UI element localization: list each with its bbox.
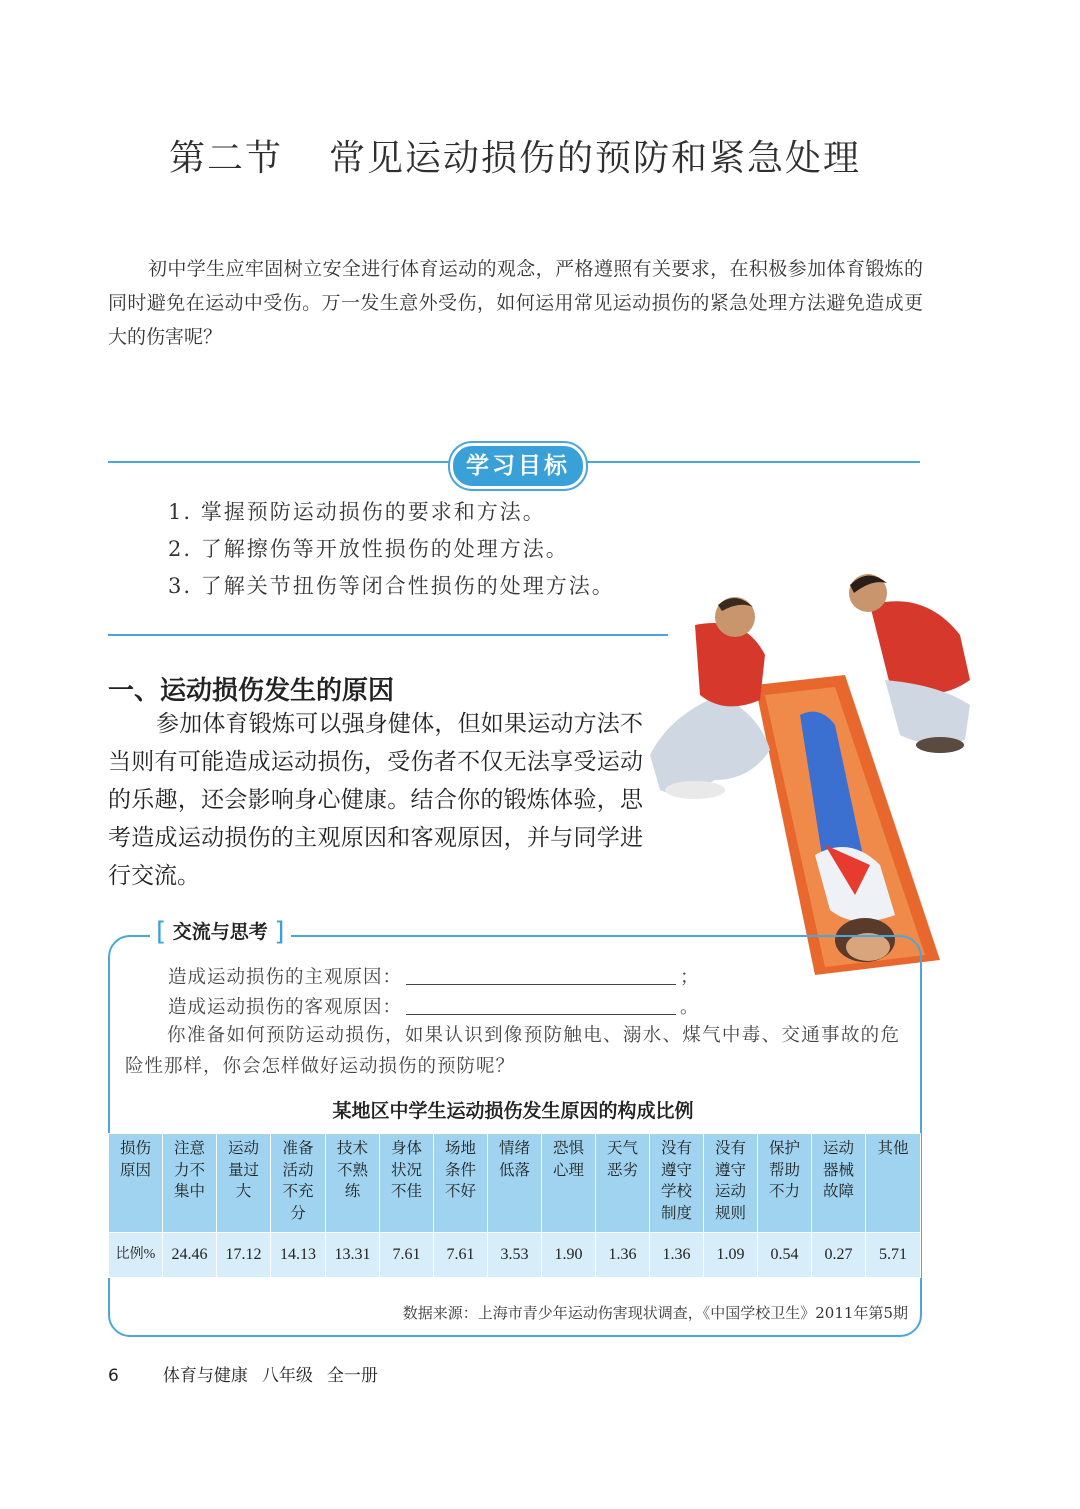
section-heading: 一、运动损伤发生的原因: [108, 676, 395, 706]
table-cell: 13.31: [326, 1233, 380, 1278]
book-title: 体育与健康: [162, 1366, 248, 1386]
table-column-header: 没有遵守运动规则: [704, 1134, 758, 1233]
rescuer-left-body: [650, 695, 770, 793]
table-cell: 1.36: [650, 1233, 704, 1278]
table-column-header: 天气恶劣: [596, 1134, 650, 1233]
subjective-cause-prompt: [168, 963, 700, 989]
table-cell: 5.71: [866, 1233, 921, 1278]
goal-item: 3. 了解关节扭伤等闭合性损伤的处理方法。: [168, 574, 615, 598]
table-cell: 3.53: [488, 1233, 542, 1278]
table-column-header: 没有遵守学校制度: [650, 1134, 704, 1233]
table-column-header: 运动量过大: [217, 1134, 271, 1233]
objective-cause-blank[interactable]: [406, 996, 676, 1015]
table-cell: 7.61: [434, 1233, 488, 1278]
table-cell: 0.54: [758, 1233, 812, 1278]
table-column-header: 注意力不集中: [163, 1134, 217, 1233]
table-column-header: 其他: [866, 1134, 921, 1233]
table-column-header: 技术不熟练: [326, 1134, 380, 1233]
table-cell: 24.46: [163, 1233, 217, 1278]
subjective-cause-blank[interactable]: [406, 966, 676, 985]
table-cell: 1.09: [704, 1233, 758, 1278]
goals-bottom-rule: [108, 634, 668, 636]
data-source-note: 数据来源：上海市青少年运动伤害现状调查，《中国学校卫生》2011年第5期: [402, 1304, 908, 1322]
injury-cause-table: [108, 1133, 921, 1278]
table-column-header: 情绪低落: [488, 1134, 542, 1233]
book-grade: 八年级: [261, 1366, 313, 1386]
objective-cause-label: 造成运动损伤的客观原因：: [168, 997, 403, 1018]
section-title: 常见运动损伤的预防和紧急处理: [329, 138, 862, 179]
table-cell: 1.36: [596, 1233, 650, 1278]
table-column-header: 身体状况不佳: [380, 1134, 434, 1233]
table-column-header: 保护帮助不力: [758, 1134, 812, 1233]
learning-goals-badge: 学习目标: [450, 443, 586, 489]
table-cell: 17.12: [217, 1233, 271, 1278]
goal-item: 1. 掌握预防运动损伤的要求和方法。: [168, 500, 546, 524]
learning-goals-list: [168, 494, 615, 605]
objective-cause-prompt: [168, 993, 700, 1019]
rescuer-right-body: [885, 680, 970, 744]
prevention-question: 你准备如何预防运动损伤，如果认识到像预防触电、溺水、煤气中毒、交通事故的危险性那样，你会怎样做好运动损伤的预防呢？: [125, 1025, 900, 1077]
page-title: [0, 130, 1030, 181]
table-cell: 7.61: [380, 1233, 434, 1278]
section-body: 参加体育锻炼可以强身健体，但如果运动方法不当则有可能造成运动损伤，受伤者不仅无法享受运动的乐趣，还会影响身心健康。结合你的锻炼体验，思考造成运动损伤的主观原因和客观原因，并与同学进行交流。: [108, 711, 643, 889]
goal-item: 2. 了解擦伤等开放性损伤的处理方法。: [168, 537, 569, 561]
table-column-header: 恐惧心理: [542, 1134, 596, 1233]
page-number: 6: [108, 1366, 119, 1386]
rescuer-right-vest: [870, 601, 970, 694]
section-number: 第二节: [168, 138, 283, 179]
stretcher-rescue-photo: [640, 565, 980, 985]
table-column-header: 场地条件不好: [434, 1134, 488, 1233]
intro-paragraph: 初中学生应牢固树立安全进行体育运动的观念，严格遵照有关要求，在积极参加体育锻炼的同时避免在运动中受伤。万一发生意外受伤，如何运用常见运动损伤的紧急处理方法避免造成更大的伤害呢？: [108, 258, 923, 348]
book-volume: 全一册: [326, 1366, 378, 1386]
table-column-header: 运动器械故障: [812, 1134, 866, 1233]
discussion-title: 交流与思考: [172, 921, 268, 943]
rescuer-right-shoe: [916, 737, 964, 753]
table-header-row: [109, 1134, 921, 1233]
page-footer: [108, 1361, 378, 1386]
objective-cause-end: 。: [680, 997, 700, 1018]
table-caption: 某地区中学生运动损伤发生原因的构成比例: [332, 1100, 694, 1122]
table-cell: 14.13: [271, 1233, 326, 1278]
discussion-label: [ 交流与思考 ]: [150, 914, 291, 950]
subjective-cause-end: ；: [680, 967, 700, 988]
table-header-label: 损伤原因: [109, 1134, 163, 1233]
table-row-label: 比例%: [109, 1233, 163, 1278]
table-row: [109, 1233, 921, 1278]
table-cell: 0.27: [812, 1233, 866, 1278]
subjective-cause-label: 造成运动损伤的主观原因：: [168, 967, 403, 988]
table-cell: 1.90: [542, 1233, 596, 1278]
rescuer-left-shoe: [665, 781, 725, 799]
table-column-header: 准备活动不充分: [271, 1134, 326, 1233]
